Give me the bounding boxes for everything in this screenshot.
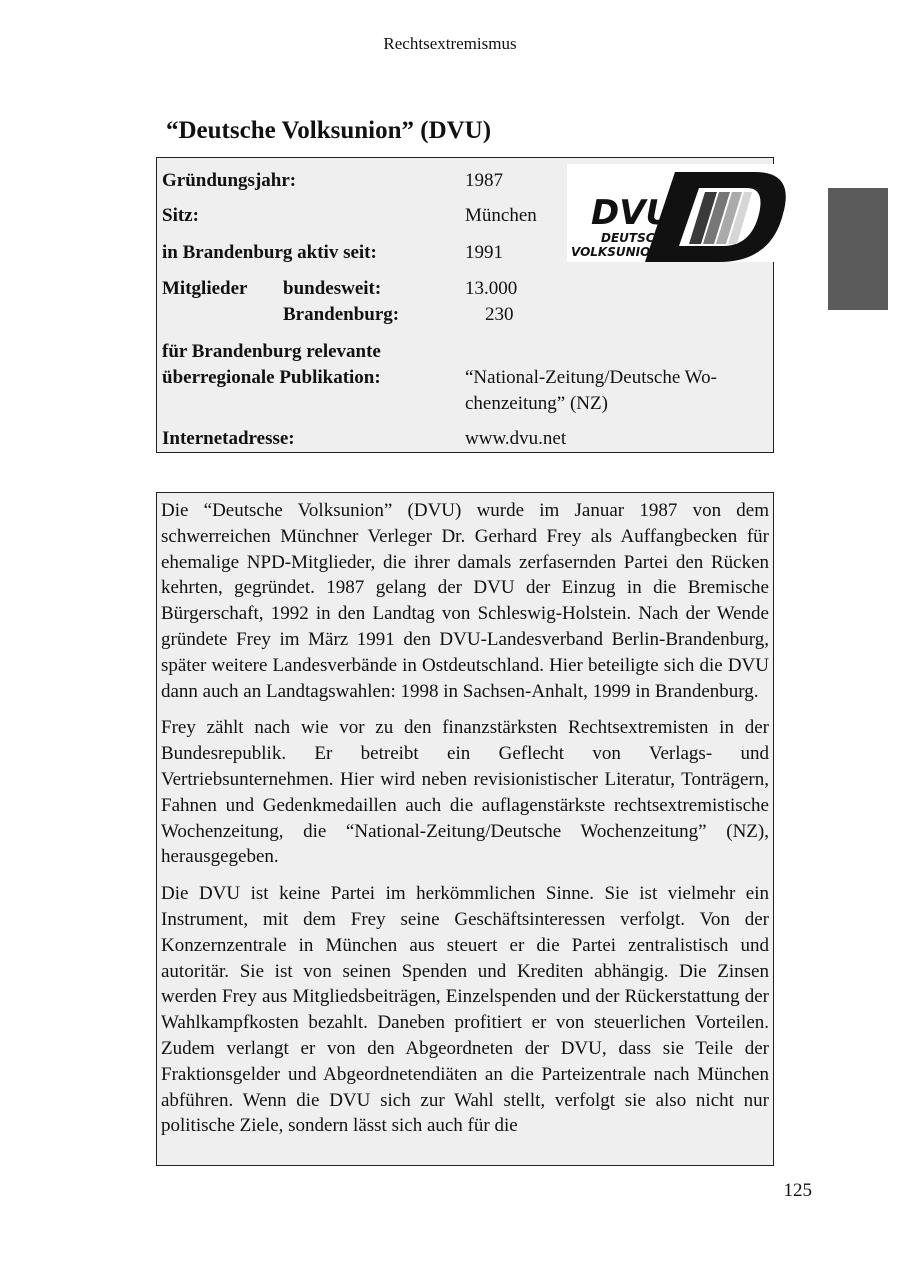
members-brandenburg-label: Brandenburg: xyxy=(283,304,400,325)
body-paragraph: Die DVU ist keine Partei im herkömmlichen Sinne. Sie ist vielmehr ein Instrument, mit dem Frey seine Geschäftsinteressen verfolgt. Von der Konzernzentrale in München aus steuert er die Partei zentralistisch und autoritär. Sie ist von seinen Spenden und Krediten abhängig. Die Zinsen werden Frey aus Mitgliedsbeiträgen, Einzelspenden und der Rückerstattung der Wahlkampfkosten bezahlt. Daneben profitiert er von steuerlichen Vorteilen. Zudem verlangt er von den Abgeordneten der DVU, dass sie Teile der Fraktionsgelder und Abgeordnetendiäten an die Parteizentrale nach München abführen. Wenn die DVU sich zur Wahl stellt, verfolgt sie also nicht nur politische Ziele, sondern lässt sich auch für die xyxy=(161,883,769,1137)
dvu-logo-letters: DVU xyxy=(591,193,674,233)
body-text-box xyxy=(156,492,774,1166)
members-federal-value: 13.000 xyxy=(465,278,518,299)
website-label: Internetadresse: xyxy=(162,428,295,449)
body-paragraph: Frey zählt nach wie vor zu den finanzstärksten Rechtsextremisten in der Bundesrepublik. Er betreibt ein Geflecht von Verlags- und Vertriebsunternehmen. Hier wird neben revisionistischer Literatur, Tonträgern, Fahnen und Gedenkmedaillen auch die auflagenstärkste rechtsextremistische Wochenzeitung, die “National-Zeitung/Deutsche Wochenzeitung” (NZ), herausgegeben. xyxy=(161,717,769,868)
members-brandenburg-value: 230 xyxy=(485,304,514,325)
fact-box xyxy=(156,157,774,453)
dvu-logo-graphic xyxy=(567,164,791,262)
founding-year-value: 1987 xyxy=(465,170,503,191)
section-title: “Deutsche Volksunion” (DVU) xyxy=(166,117,492,144)
dvu-logo-line2: VOLKSUNION xyxy=(571,245,661,259)
dvu-logo-line1: DEUTSCHE xyxy=(601,231,673,245)
seat-label: Sitz: xyxy=(162,205,199,226)
members-label: Mitglieder xyxy=(162,278,248,299)
active-since-label: in Brandenburg aktiv seit: xyxy=(162,242,377,263)
chapter-tab-marker xyxy=(828,188,888,310)
active-since-value: 1991 xyxy=(465,242,503,263)
seat-value: München xyxy=(465,205,537,226)
publication-value-line2: chenzeitung” (NZ) xyxy=(465,393,608,414)
members-federal-label: bundesweit: xyxy=(283,278,382,299)
dvu-logo xyxy=(567,164,791,262)
website-value: www.dvu.net xyxy=(465,428,567,449)
founding-year-label: Gründungsjahr: xyxy=(162,170,297,191)
publication-label-line1: für Brandenburg relevante xyxy=(162,341,381,362)
running-head: Rechtsextremismus xyxy=(383,34,517,53)
publication-label-line2: überregionale Publikation: xyxy=(162,367,381,388)
publication-value-line1: “National-Zeitung/Deutsche Wo- xyxy=(465,367,717,388)
body-paragraph: Die “Deutsche Volksunion” (DVU) wurde im Januar 1987 von dem schwerreichen Münchner Verleger Dr. Gerhard Frey als Auffangbecken für ehemalige NPD-Mitglieder, die ihrer damals zerfasernden Partei den Rücken kehrten, gegründet. 1987 gelang der DVU der Einzug in die Bremische Bürgerschaft, 1992 in den Landtag von Schleswig-Holstein. Nach der Wende gründete Frey im März 1991 den DVU-Landesverband Berlin-Brandenburg, später weitere Landesverbände in Ostdeutschland. Hier beteiligte sich die DVU dann auch an Landtagswahlen: 1998 in Sachsen-Anhalt, 1999 in Brandenburg. xyxy=(161,500,769,702)
page-number: 125 xyxy=(783,1180,812,1201)
